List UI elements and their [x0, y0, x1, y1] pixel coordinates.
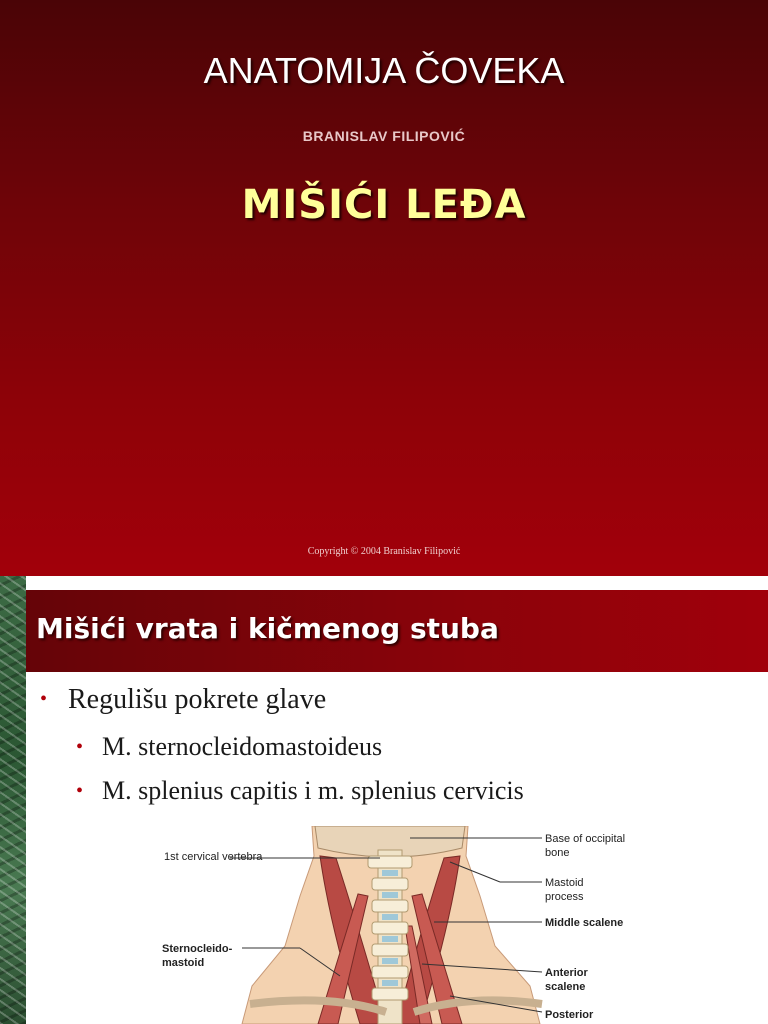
label-mastoid-process: Mastoid process [545, 877, 584, 903]
bullet-dot-icon: • [40, 688, 48, 710]
author-name: BRANISLAV FILIPOVIĆ [302, 128, 466, 144]
label-sternocleidomastoid: Sternocleido- mastoid [162, 943, 233, 969]
neck-muscles-illustration [150, 826, 650, 1024]
slide-title-banner [26, 590, 768, 672]
sub-bullet-text: M. sternocleidomastoideus [102, 732, 383, 761]
sub-bullet-text: M. splenius capitis i m. splenius cervicis [102, 776, 524, 805]
sub-bullet-item [76, 776, 536, 806]
label-base-occipital-bone: Base of occipital bone [545, 833, 626, 859]
bullet-dot-icon: • [76, 780, 84, 802]
label-anterior-scalene: Anterior scalene [545, 967, 588, 993]
presentation-subtitle: MIŠIĆI LEĐA [241, 182, 527, 228]
label-posterior: Posterior [545, 1009, 594, 1021]
slide-title: Mišići vrata i kičmenog stuba [36, 612, 499, 645]
bullet-item [42, 684, 326, 716]
bullet-dot-icon: • [76, 736, 84, 758]
copyright-notice: Copyright © 2004 Branislav Filipović [307, 546, 461, 557]
sub-bullet-item [76, 732, 382, 762]
label-middle-scalene: Middle scalene [545, 917, 624, 929]
presentation-title: ANATOMIJA ČOVEKA [203, 50, 565, 91]
content-slide [0, 576, 768, 1024]
marble-sidebar [0, 576, 26, 1024]
bullet-text: Regulišu pokrete glave [68, 684, 327, 715]
label-first-cervical-vertebra: 1st cervical vertebra [164, 851, 263, 863]
